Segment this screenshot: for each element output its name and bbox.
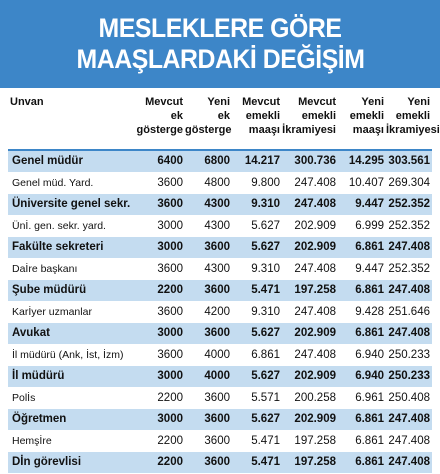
column-header-line: maaşı	[352, 124, 384, 136]
table-cell: 202.909	[282, 215, 338, 237]
table-cell: 9.447	[338, 258, 386, 280]
column-header-line: emekli	[349, 110, 384, 122]
table-cell: 2200	[136, 430, 185, 452]
table-cell: 247.408	[386, 409, 432, 431]
table-cell: 3000	[136, 409, 185, 431]
table-cell: 4200	[185, 301, 232, 323]
table-cell: 9.428	[338, 301, 386, 323]
table-cell: 202.909	[282, 237, 338, 259]
table-row	[8, 366, 432, 388]
table-row	[8, 344, 432, 366]
table-cell: 3600	[185, 387, 232, 409]
table-cell: 250.233	[386, 366, 432, 388]
table-cell: 5.471	[232, 452, 282, 474]
column-header	[338, 95, 386, 150]
column-header	[386, 95, 440, 150]
table-cell: 3600	[185, 452, 232, 474]
table-cell: 6.940	[338, 366, 386, 388]
table-cell: 6800	[185, 150, 232, 172]
table-cell: 250.408	[386, 387, 432, 409]
column-header-line: İkramiyesi	[282, 124, 336, 136]
table-cell: 247.408	[386, 323, 432, 345]
table-cell: 197.258	[282, 452, 338, 474]
row-title: Üniversite genel sekr.	[8, 194, 136, 216]
table-row	[8, 280, 432, 302]
table-cell: 3000	[136, 323, 185, 345]
table-row	[8, 237, 432, 259]
table-cell: 5.471	[232, 280, 282, 302]
column-header-line: Yeni	[207, 96, 230, 108]
table-cell: 4000	[185, 366, 232, 388]
table-cell: 3600	[136, 301, 185, 323]
table-cell: 4300	[185, 258, 232, 280]
row-title: Avukat	[8, 323, 136, 345]
table-cell: 3600	[185, 409, 232, 431]
table-cell: 14.295	[338, 150, 386, 172]
column-header	[136, 95, 185, 150]
column-header-line: gösterge	[185, 124, 232, 136]
table-cell: 197.258	[282, 280, 338, 302]
table-cell: 4000	[185, 344, 232, 366]
table-cell: 6.861	[338, 409, 386, 431]
table-cell: 3000	[136, 237, 185, 259]
table-cell: 5.627	[232, 409, 282, 431]
table-cell: 3000	[136, 366, 185, 388]
table-cell: 3600	[185, 237, 232, 259]
table-cell: 2200	[136, 280, 185, 302]
table-cell: 4800	[185, 172, 232, 194]
table-cell: 6.861	[338, 237, 386, 259]
column-header-line: Mevcut	[242, 96, 280, 108]
column-header-line: maaşı	[248, 124, 280, 136]
column-header-line: İkramiyesi	[386, 124, 440, 136]
table-cell: 247.408	[386, 280, 432, 302]
table-cell: 9.310	[232, 301, 282, 323]
table-cell: 3600	[136, 194, 185, 216]
column-header-line: emekli	[301, 110, 336, 122]
table-cell: 247.408	[282, 172, 338, 194]
row-title: Genel müdür	[8, 150, 136, 172]
row-title: Hemşİre	[8, 430, 136, 452]
title-band	[0, 0, 440, 88]
table-cell: 247.408	[386, 237, 432, 259]
table-cell: 6.861	[338, 430, 386, 452]
row-title: Genel müd. Yard.	[8, 172, 136, 194]
table-row	[8, 387, 432, 409]
column-header-line: ek	[217, 110, 230, 122]
table-cell: 6.861	[338, 280, 386, 302]
table-cell: 9.310	[232, 194, 282, 216]
table-cell: 251.646	[386, 301, 432, 323]
table-cell: 5.627	[232, 237, 282, 259]
table-row	[8, 323, 432, 345]
column-header-line: Mevcut	[145, 96, 183, 108]
table-cell: 2200	[136, 387, 185, 409]
column-header-line: Yeni	[361, 96, 384, 108]
table-cell: 4300	[185, 194, 232, 216]
table-cell: 202.909	[282, 323, 338, 345]
column-header-line: ek	[170, 110, 183, 122]
table-cell: 6.940	[338, 344, 386, 366]
row-title: Fakülte sekreteri	[8, 237, 136, 259]
table-cell: 252.352	[386, 258, 432, 280]
title-line-1: MESLEKLERE GÖRE	[98, 13, 342, 43]
column-header-line: gösterge	[136, 124, 183, 136]
table-cell: 5.627	[232, 215, 282, 237]
table-cell: 250.233	[386, 344, 432, 366]
table-cell: 197.258	[282, 430, 338, 452]
table-cell: 247.408	[282, 301, 338, 323]
table-cell: 252.352	[386, 194, 432, 216]
table-row	[8, 409, 432, 431]
table-row	[8, 301, 432, 323]
column-header	[282, 95, 338, 150]
table-cell: 6.861	[338, 452, 386, 474]
table-cell: 247.408	[282, 194, 338, 216]
table-row	[8, 172, 432, 194]
table-cell: 14.217	[232, 150, 282, 172]
column-header	[185, 95, 232, 150]
title-line-2: MAAŞLARDAKİ DEĞİŞİM	[76, 44, 364, 74]
table-cell: 3600	[136, 172, 185, 194]
table-cell: 2200	[136, 452, 185, 474]
table-cell: 3600	[136, 258, 185, 280]
table-cell: 5.571	[232, 387, 282, 409]
row-title: Şube müdürü	[8, 280, 136, 302]
table-cell: 3600	[185, 430, 232, 452]
table-row	[8, 430, 432, 452]
table-cell: 3600	[185, 323, 232, 345]
column-header-line: emekli	[395, 110, 430, 122]
column-header-line: Mevcut	[298, 96, 336, 108]
table-cell: 6.861	[338, 323, 386, 345]
table-cell: 269.304	[386, 172, 432, 194]
table-row	[8, 194, 432, 216]
table-cell: 202.909	[282, 409, 338, 431]
table-cell: 6400	[136, 150, 185, 172]
row-title: Daİre başkanı	[8, 258, 136, 280]
table-row	[8, 150, 432, 172]
table-cell: 247.408	[282, 258, 338, 280]
table-cell: 6.999	[338, 215, 386, 237]
row-title: Dİn görevlisi	[8, 452, 136, 474]
row-title: Ünİ. gen. sekr. yard.	[8, 215, 136, 237]
table-cell: 6.861	[232, 344, 282, 366]
table-cell: 9.447	[338, 194, 386, 216]
column-header-line: emekli	[245, 110, 280, 122]
column-header-line: Unvan	[10, 96, 44, 108]
table-cell: 247.408	[386, 452, 432, 474]
row-title: İl müdürü	[8, 366, 136, 388]
table-cell: 3000	[136, 215, 185, 237]
table-cell: 9.310	[232, 258, 282, 280]
column-header-line: Yeni	[407, 96, 430, 108]
row-title: Karİyer uzmanlar	[8, 301, 136, 323]
table-cell: 303.561	[386, 150, 432, 172]
table-cell: 202.909	[282, 366, 338, 388]
column-header	[8, 95, 136, 150]
table-cell: 3600	[185, 280, 232, 302]
salary-table	[8, 95, 440, 474]
table-cell: 300.736	[282, 150, 338, 172]
table-header-row	[8, 95, 432, 150]
table-row	[8, 258, 432, 280]
row-title: Öğretmen	[8, 409, 136, 431]
table-cell: 9.800	[232, 172, 282, 194]
table-row	[8, 452, 432, 474]
table-cell: 247.408	[282, 344, 338, 366]
table-cell: 4300	[185, 215, 232, 237]
row-title: Polİs	[8, 387, 136, 409]
table-cell: 6.961	[338, 387, 386, 409]
table-body	[8, 150, 432, 473]
table-cell: 252.352	[386, 215, 432, 237]
row-title: İl müdürü (Ank, İst, İzm)	[8, 344, 136, 366]
table-cell: 247.408	[386, 430, 432, 452]
table-cell: 200.258	[282, 387, 338, 409]
table-cell: 3600	[136, 344, 185, 366]
table-cell: 5.471	[232, 430, 282, 452]
column-header	[232, 95, 282, 150]
table-row	[8, 215, 432, 237]
table-cell: 5.627	[232, 366, 282, 388]
table-cell: 5.627	[232, 323, 282, 345]
table-cell: 10.407	[338, 172, 386, 194]
